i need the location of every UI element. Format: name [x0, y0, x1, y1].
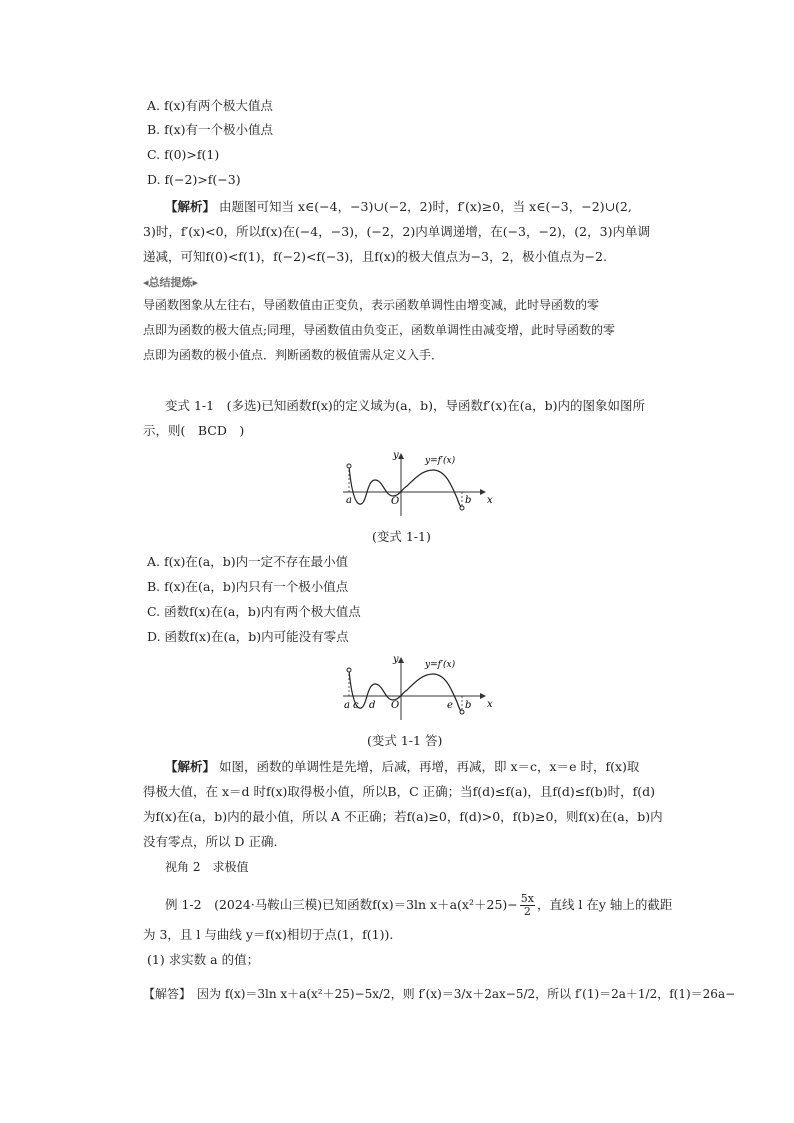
- derivative-curve: [349, 670, 462, 712]
- answer-line: 【解答】 因为 f(x)＝3ln x＋a(x²＋25)−5x/2，则 f′(x)＝3/x＋2ax−5/2，所以 f′(1)＝2a＋1/2，f(1)＝26a−: [143, 987, 736, 1001]
- analysis1-line2: 3)时，f′(x)<0，所以f(x)在(−4，−3)，(−2，2)内单调递增，在(−3，−2)，(2，3)内单调: [143, 224, 650, 239]
- example-line1: [165, 893, 672, 918]
- example-text-b: ，直线 l 在y 轴上的截距: [536, 897, 673, 912]
- label-x: x: [487, 699, 493, 710]
- derivative-graph-1: [335, 448, 495, 520]
- figure1-caption: (变式 1-1): [372, 529, 431, 544]
- label-c: c: [353, 700, 359, 711]
- label-y: y: [393, 654, 399, 665]
- label-origin: O: [391, 496, 400, 507]
- example-text-a: 例 1-2 (2024·马鞍山三模)已知函数f(x)＝3ln x＋a(x²＋25)−: [165, 897, 518, 912]
- variant-option-c: C. 函数f(x)在(a，b)内有两个极大值点: [147, 604, 361, 619]
- fraction-denominator: 2: [523, 905, 531, 918]
- label-a: a: [344, 700, 350, 711]
- variant-line1: 变式 1-1 (多选)已知函数f(x)的定义域为(a，b)，导函数f′(x)在(a，b)内的图象如图所: [165, 398, 645, 413]
- analysis-label: 【解析】: [165, 199, 216, 214]
- analysis2-line2: 得极大值，在 x＝d 时f(x)取得极小值，所以B，C 正确；当f(d)≤f(a)，且f(d)≤f(b)时，f(d): [143, 784, 655, 799]
- summary-line2: 点即为函数的极大值点;同理，导函数值由负变正，函数单调性由减变增，此时导函数的零: [143, 323, 616, 337]
- label-curve: y=f′(x): [425, 456, 456, 466]
- label-e: e: [447, 700, 453, 711]
- example-part1: (1) 求实数 a 的值；: [147, 952, 260, 967]
- open-endpoint-b: [460, 710, 464, 714]
- section-heading: 视角 2 求极值: [165, 860, 249, 874]
- label-b: b: [465, 700, 472, 711]
- analysis1-line1: [165, 198, 632, 216]
- derivative-curve: [349, 466, 462, 508]
- fraction-5x-2: [520, 893, 535, 918]
- analysis2-text: 如图，函数的单调性是先增，后减，再增，再减，即 x＝c，x＝e 时，f(x)取: [219, 759, 640, 774]
- open-endpoint-a: [347, 464, 351, 468]
- analysis2-line4: 没有零点，所以 D 正确.: [143, 834, 278, 849]
- fraction-numerator: 5x: [520, 892, 534, 905]
- analysis1-text: 由题图可知当 x∈(−4，−3)∪(−2，2)时，f′(x)≥0，当 x∈(−3，−2)∪(2,: [219, 199, 632, 214]
- option-b-top: B. f(x)有一个极小值点: [147, 122, 274, 137]
- variant-option-d: D. 函数f(x)在(a，b)内可能没有零点: [147, 629, 349, 644]
- label-b: b: [465, 495, 472, 506]
- option-d-top: D. f(−2)>f(−3): [147, 172, 241, 187]
- label-y: y: [393, 450, 399, 461]
- summary-line3: 点即为函数的极小值点．判断函数的极值需从定义入手．: [143, 348, 444, 362]
- variant-option-a: A. f(x)在(a，b)内一定不存在最小值: [147, 554, 349, 569]
- label-origin: O: [391, 700, 400, 711]
- label-a: a: [346, 495, 352, 506]
- variant-option-b: B. f(x)在(a，b)内只有一个极小值点: [147, 579, 349, 594]
- option-a-top: A. f(x)有两个极大值点: [147, 98, 273, 113]
- open-endpoint-b: [460, 506, 464, 510]
- example-line2: 为 3，且 l 与曲线 y＝f(x)相切于点(1，f(1)).: [143, 927, 394, 942]
- label-curve: y=f′(x): [425, 660, 456, 670]
- label-x: x: [487, 495, 493, 506]
- figure2-caption: (变式 1-1 答): [367, 733, 443, 748]
- derivative-graph-2: [335, 652, 495, 724]
- analysis1-line3: 递减，可知f(0)<f(1)，f(−2)<f(−3)，且f(x)的极大值点为−3，2，极小值点为−2.: [143, 249, 607, 264]
- summary-line1: 导函数图象从左往右，导函数值由正变负，表示函数单调性由增变减，此时导函数的零: [143, 298, 600, 312]
- label-d: d: [369, 700, 376, 711]
- open-endpoint-a: [347, 668, 351, 672]
- analysis2-line3: 为f(x)在(a，b)内的最小值，所以 A 不正确；若f(a)≥0，f(d)>0，f(b)≥0，则f(x)在(a，b)内: [143, 809, 663, 824]
- analysis-label: 【解析】: [165, 759, 216, 774]
- summary-title: ◂总结提炼▸: [143, 276, 199, 289]
- analysis2-line1: [165, 758, 639, 776]
- option-c-top: C. f(0)>f(1): [147, 147, 220, 162]
- variant-line2: 示，则( BCD ): [143, 423, 245, 438]
